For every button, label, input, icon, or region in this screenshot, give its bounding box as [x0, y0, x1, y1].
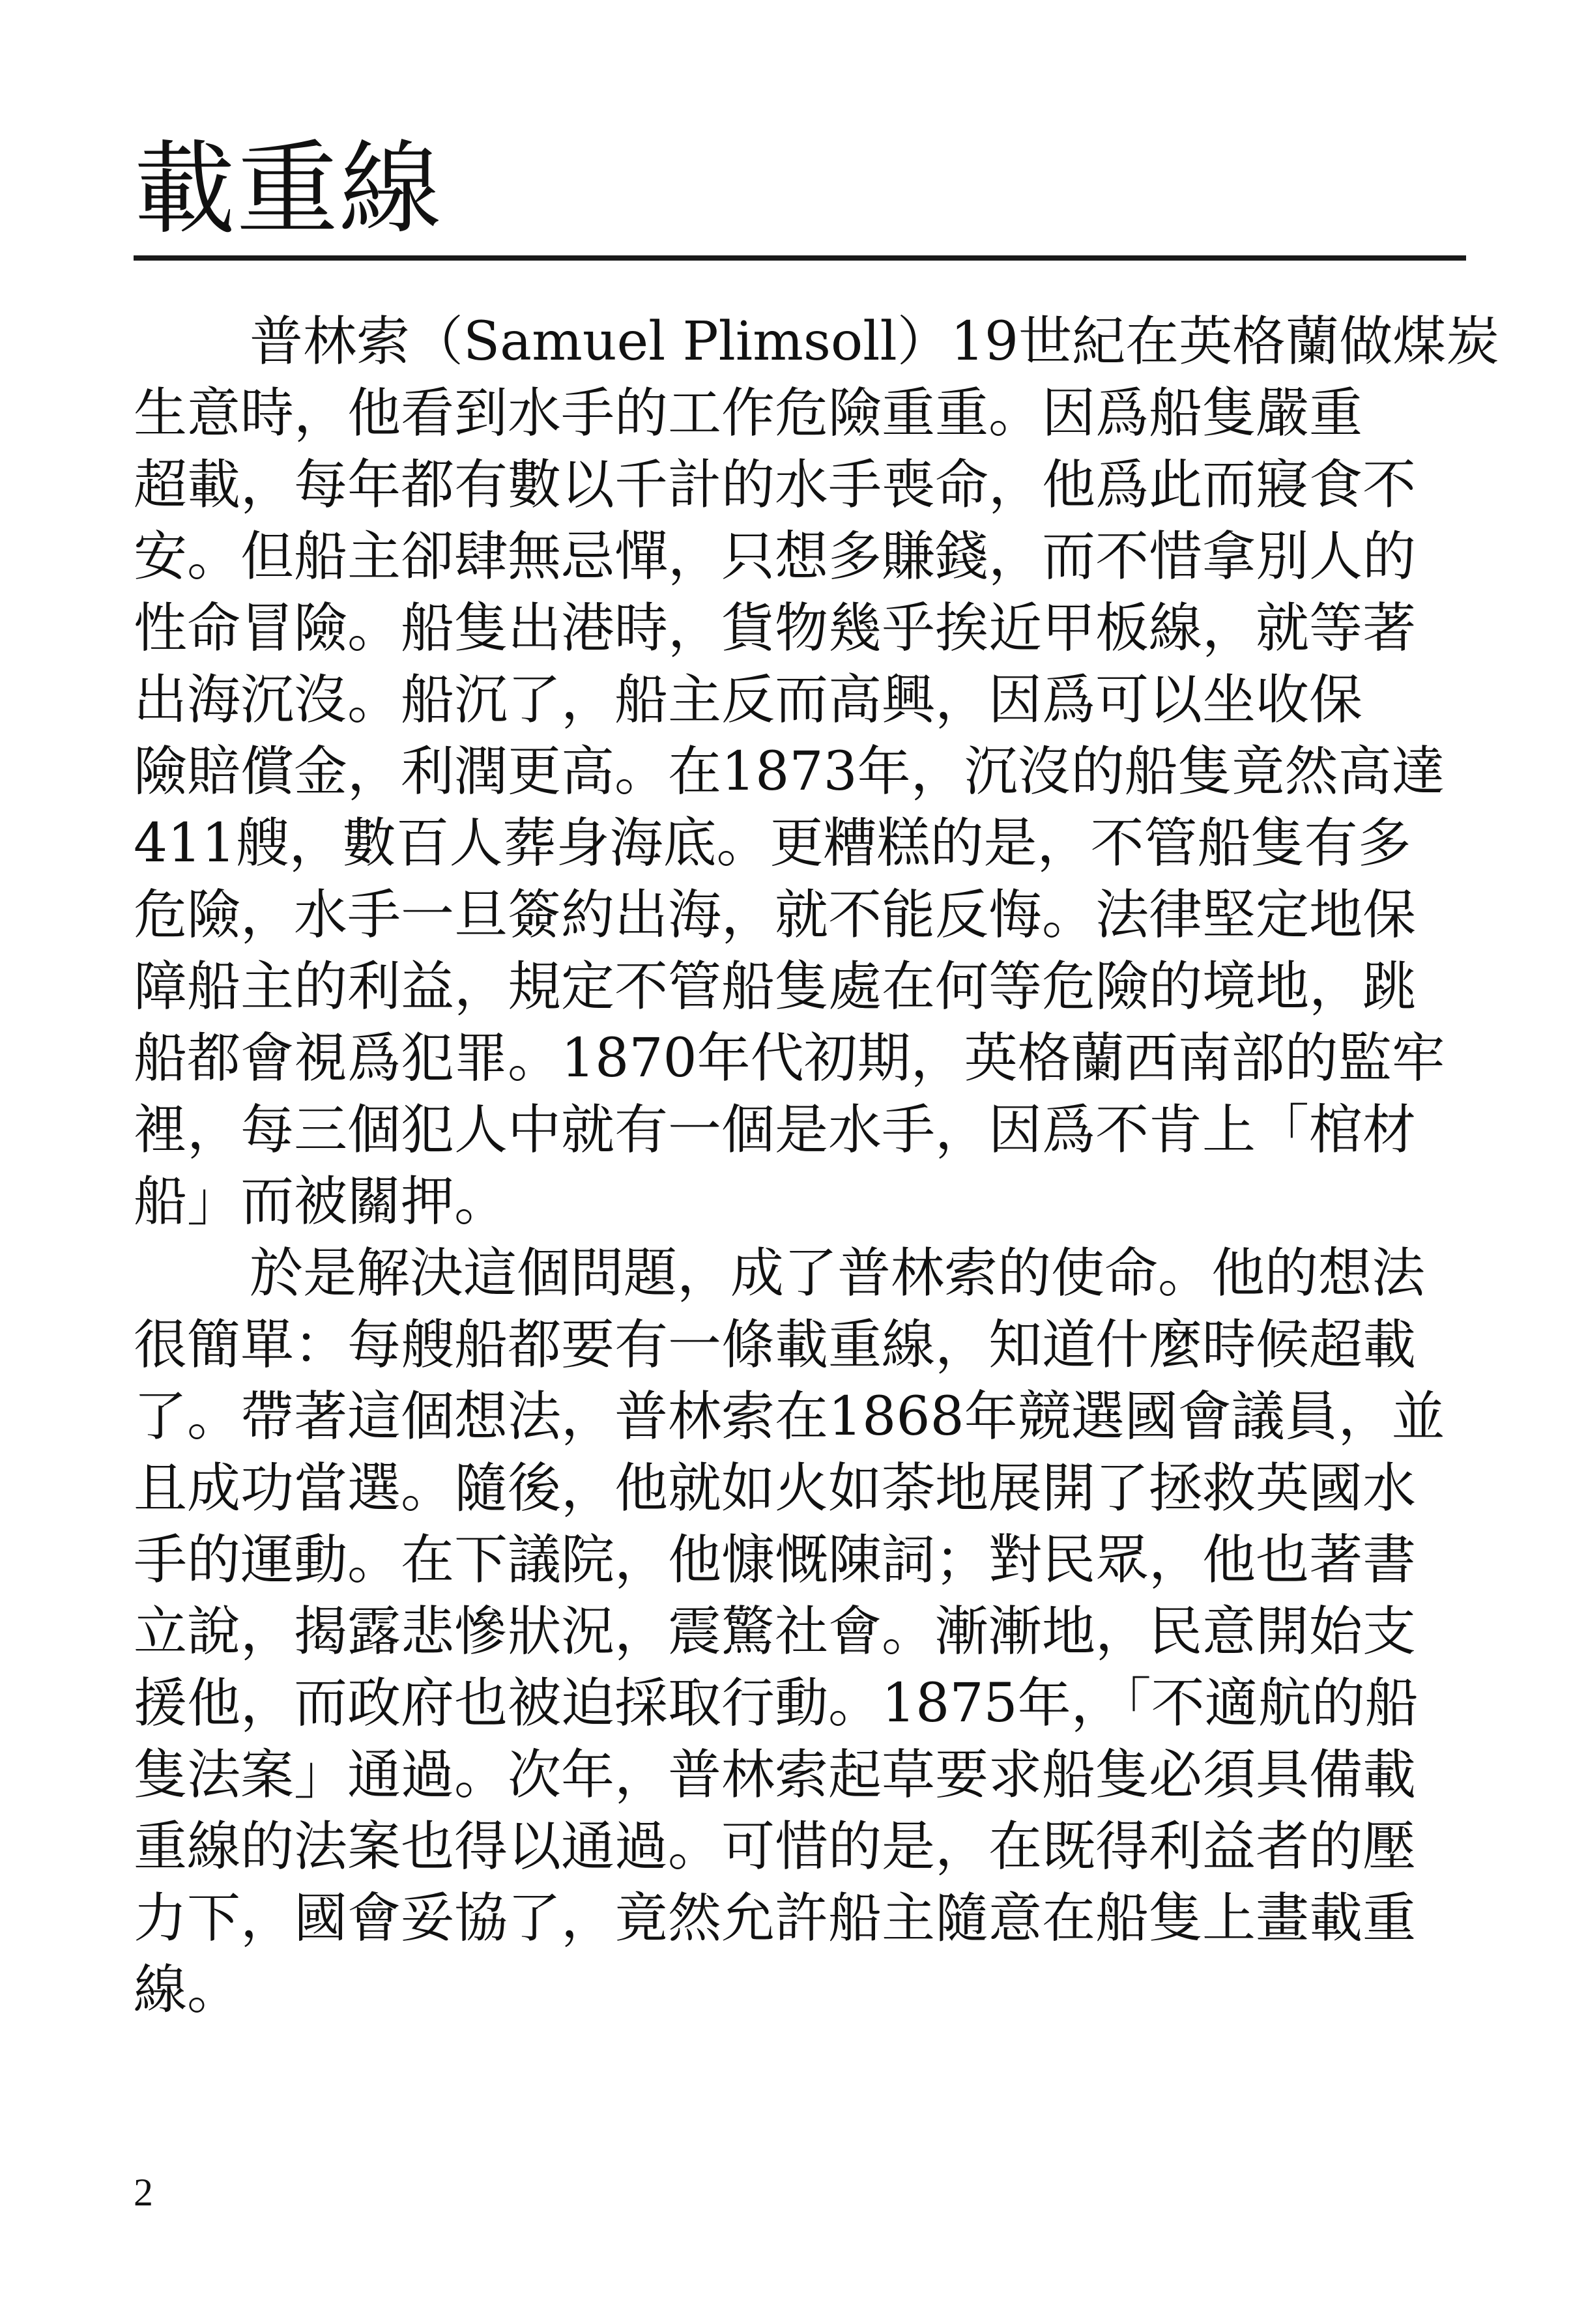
paragraph-line: 且成功當選。隨後，他就如火如荼地展開了拯救英國水 — [134, 1457, 1417, 1519]
paragraph-line: 生意時，他看到水手的工作危險重重。因爲船隻嚴重 — [134, 382, 1363, 444]
paragraph-1 — [134, 306, 1500, 1238]
paragraph-line: 障船主的利益，規定不管船隻處在何等危險的境地，跳 — [134, 956, 1417, 1018]
paragraph-line: 援他，而政府也被迫採取行動。1875年，「不適航的船 — [134, 1672, 1419, 1734]
chapter-title: 載重線 — [134, 130, 442, 248]
paragraph-line: 於是解決這個問題，成了普林索的使命。他的想法 — [250, 1242, 1426, 1304]
paragraph-line: 手的運動。在下議院，他慷慨陳詞；對民眾，他也著書 — [134, 1529, 1417, 1591]
paragraph-2 — [134, 1238, 1466, 2026]
paragraph-line: 隻法案」通過。次年，普林索起草要求船隻必須具備載 — [134, 1744, 1417, 1806]
paragraph-line: 力下，國會妥協了，竟然允許船主隨意在船隻上畫載重 — [134, 1887, 1417, 1949]
paragraph-line: 出海沉沒。船沉了，船主反而高興，因爲可以坐收保 — [134, 669, 1363, 731]
paragraph-line: 裡，每三個犯人中就有一個是水手，因爲不肯上「棺材 — [134, 1099, 1417, 1161]
paragraph-line: 險賠償金，利潤更高。在1873年，沉沒的船隻竟然高達 — [134, 741, 1445, 803]
paragraph-line: 船」而被關押。 — [134, 1171, 508, 1233]
paragraph-line: 超載，每年都有數以千計的水手喪命，他爲此而寢食不 — [134, 454, 1417, 516]
paragraph-line: 立說，揭露悲慘狀況，震驚社會。漸漸地，民意開始支 — [134, 1601, 1417, 1663]
paragraph-line: 安。但船主卻肆無忌憚，只想多賺錢，而不惜拿別人的 — [134, 526, 1417, 588]
page-number: 2 — [134, 2171, 153, 2214]
paragraph-line: 411艘，數百人葬身海底。更糟糕的是，不管船隻有多 — [134, 812, 1411, 874]
paragraph-line: 普林索（Samuel Plimsoll）19世紀在英格蘭做煤炭 — [250, 311, 1500, 373]
paragraph-line: 線。 — [134, 1959, 241, 2021]
paragraph-line: 性命冒險。船隻出港時，貨物幾乎挨近甲板線，就等著 — [134, 597, 1417, 659]
body-text — [134, 306, 1500, 2026]
paragraph-line: 重線的法案也得以通過。可惜的是，在既得利益者的壓 — [134, 1816, 1417, 1878]
paragraph-line: 了。帶著這個想法，普林索在1868年競選國會議員，並 — [134, 1386, 1445, 1448]
paragraph-line: 很簡單：每艘船都要有一條載重線，知道什麼時候超載 — [134, 1314, 1417, 1376]
paragraph-line: 船都會視爲犯罪。1870年代初期，英格蘭西南部的監牢 — [134, 1027, 1445, 1089]
paragraph-line: 危險，水手一旦簽約出海，就不能反悔。法律堅定地保 — [134, 884, 1417, 946]
title-rule — [134, 255, 1466, 261]
